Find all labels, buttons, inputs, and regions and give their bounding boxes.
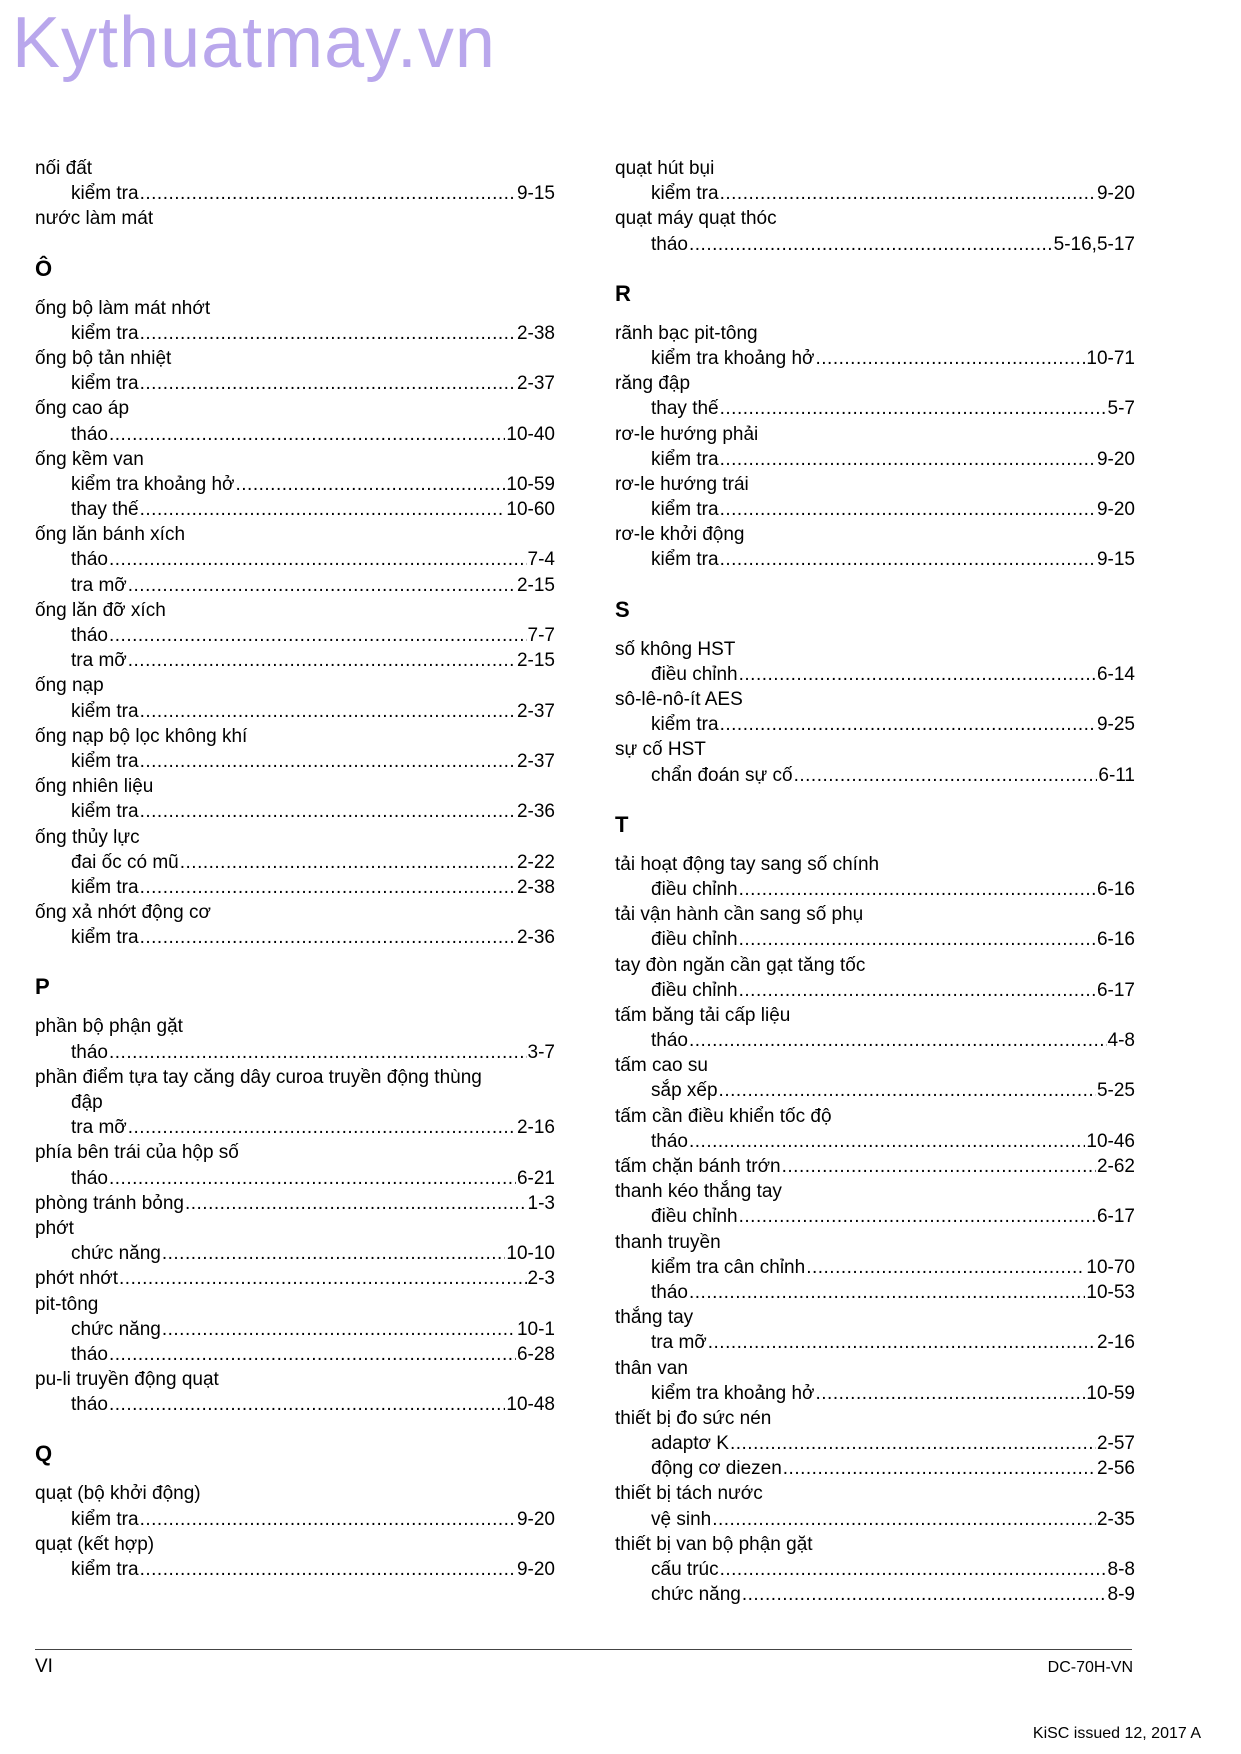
entry-label: điều chỉnh bbox=[651, 878, 738, 900]
index-entry: thân van bbox=[615, 1357, 688, 1379]
page-reference: 2-38 bbox=[516, 322, 555, 344]
page-reference: 5-7 bbox=[1107, 398, 1135, 420]
entry-label: phớt nhớt bbox=[35, 1268, 119, 1290]
index-subentry bbox=[35, 799, 555, 824]
entry-label: kiểm tra bbox=[71, 927, 139, 949]
leader-dots bbox=[128, 648, 516, 673]
page-reference: 2-15 bbox=[516, 574, 555, 596]
leader-dots bbox=[119, 1266, 527, 1291]
page-reference: 7-7 bbox=[527, 625, 555, 646]
leader-dots bbox=[140, 875, 516, 900]
section-letter: S bbox=[615, 596, 630, 622]
leader-dots bbox=[140, 749, 516, 774]
index-subentry bbox=[615, 232, 1135, 257]
entry-label: điều chỉnh bbox=[651, 929, 738, 951]
page-reference: 2-16 bbox=[516, 1117, 555, 1139]
leader-dots bbox=[689, 1028, 1107, 1053]
leader-dots bbox=[816, 1381, 1086, 1406]
leader-dots bbox=[720, 396, 1107, 421]
index-subentry bbox=[35, 925, 555, 950]
page-reference: 2-3 bbox=[527, 1268, 555, 1290]
entry-label: tra mỡ bbox=[71, 574, 127, 596]
page-reference: 2-36 bbox=[516, 801, 555, 823]
entry-label: tháo bbox=[651, 1130, 688, 1152]
index-subentry bbox=[615, 1078, 1135, 1103]
index-entry: phớt bbox=[35, 1217, 74, 1239]
entry-label: kiểm tra khoảng hở bbox=[651, 347, 815, 369]
index-subentry bbox=[615, 497, 1135, 522]
entry-label: tháo bbox=[71, 1343, 108, 1365]
leader-dots bbox=[742, 1582, 1107, 1607]
index-subentry bbox=[615, 547, 1135, 572]
entry-label: tháo bbox=[71, 423, 108, 445]
index-entry: rơ-le khởi động bbox=[615, 524, 745, 546]
entry-label: kiểm tra bbox=[651, 499, 719, 521]
index-subentry bbox=[615, 1431, 1135, 1456]
leader-dots bbox=[730, 1431, 1096, 1456]
leader-dots bbox=[782, 1154, 1096, 1179]
leader-dots bbox=[109, 1342, 516, 1367]
page-reference: 9-20 bbox=[1096, 448, 1135, 470]
index-entry: thắng tay bbox=[615, 1307, 694, 1329]
index-entry: pit-tông bbox=[35, 1293, 99, 1315]
index-subentry bbox=[35, 1557, 555, 1582]
index-entry: ống lăn đỡ xích bbox=[35, 599, 166, 621]
index-entry: pu-li truyền động quạt bbox=[35, 1369, 219, 1391]
page-reference: 10-59 bbox=[1086, 1382, 1135, 1404]
page-reference: 6-17 bbox=[1096, 979, 1135, 1001]
index-column-right bbox=[615, 156, 1135, 1607]
index-subentry bbox=[615, 877, 1135, 902]
entry-label: kiểm tra bbox=[651, 549, 719, 571]
index-subentry bbox=[615, 346, 1135, 371]
page-reference: 9-25 bbox=[1096, 714, 1135, 736]
leader-dots bbox=[708, 1330, 1096, 1355]
index-entry: tay đòn ngăn cần gạt tăng tốc bbox=[615, 954, 866, 976]
entry-label: kiểm tra khoảng hở bbox=[651, 1382, 815, 1404]
index-entry: ống kềm van bbox=[35, 448, 144, 470]
watermark-logo: Kythuatmay.vn bbox=[12, 3, 496, 83]
index-entry bbox=[615, 1154, 1135, 1179]
index-entry: ống nạp bộ lọc không khí bbox=[35, 725, 248, 747]
leader-dots bbox=[128, 573, 516, 598]
leader-dots bbox=[739, 978, 1096, 1003]
entry-label: phòng tránh bỏng bbox=[35, 1192, 184, 1214]
entry-label: điều chỉnh bbox=[651, 1206, 738, 1228]
index-entry: nối đất bbox=[35, 158, 93, 179]
leader-dots bbox=[140, 699, 516, 724]
page-reference: 2-38 bbox=[516, 876, 555, 898]
entry-label: tháo bbox=[71, 1041, 108, 1063]
entry-label: điều chỉnh bbox=[651, 663, 738, 685]
section-letter: Ô bbox=[35, 255, 53, 281]
index-entry: ống cao áp bbox=[35, 398, 130, 420]
page-reference: 10-1 bbox=[516, 1318, 555, 1340]
index-entry: tấm băng tải cấp liệu bbox=[615, 1004, 791, 1026]
entry-label: chẩn đoán sự cố bbox=[651, 764, 793, 786]
entry-label: tháo bbox=[71, 1167, 108, 1189]
index-entry: phía bên trái của hộp số bbox=[35, 1142, 239, 1164]
page-reference: 10-53 bbox=[1086, 1281, 1135, 1303]
leader-dots bbox=[140, 925, 516, 950]
index-subentry bbox=[35, 648, 555, 673]
index-entry: quạt hút bụi bbox=[615, 158, 715, 179]
page-reference: 8-8 bbox=[1107, 1559, 1135, 1580]
leader-dots bbox=[720, 497, 1096, 522]
leader-dots bbox=[236, 472, 506, 497]
index-entry: thiết bị đo sức nén bbox=[615, 1407, 772, 1429]
index-subentry bbox=[615, 1255, 1135, 1280]
index-entry: phần bộ phận gặt bbox=[35, 1016, 183, 1038]
index-entry: tải hoạt động tay sang số chính bbox=[615, 853, 880, 875]
index-subentry bbox=[615, 1280, 1135, 1305]
leader-dots bbox=[816, 346, 1086, 371]
index-subentry bbox=[35, 699, 555, 724]
page-number: VI bbox=[35, 1656, 53, 1677]
index-entry bbox=[35, 1266, 555, 1291]
page-reference: 6-16 bbox=[1096, 929, 1135, 951]
index-subentry bbox=[35, 1115, 555, 1140]
entry-label: tháo bbox=[71, 625, 108, 646]
section-letter: R bbox=[615, 280, 631, 306]
leader-dots bbox=[719, 1078, 1096, 1103]
index-entry: tải vận hành cần sang số phụ bbox=[615, 904, 864, 926]
index-entry: ống nhiên liệu bbox=[35, 776, 154, 798]
leader-dots bbox=[109, 623, 527, 648]
index-entry: ống thủy lực bbox=[35, 826, 140, 848]
index-subentry bbox=[615, 396, 1135, 421]
index-subentry bbox=[615, 447, 1135, 472]
entry-label: tháo bbox=[71, 1394, 108, 1416]
page-reference: 2-37 bbox=[516, 750, 555, 772]
leader-dots bbox=[128, 1115, 516, 1140]
entry-label: động cơ diezen bbox=[651, 1458, 782, 1480]
index-entry: tấm cao su bbox=[615, 1055, 708, 1077]
entry-label: kiểm tra bbox=[651, 183, 719, 205]
page-reference: 2-56 bbox=[1096, 1458, 1135, 1480]
entry-label: tra mỡ bbox=[651, 1332, 707, 1354]
entry-label: sắp xếp bbox=[651, 1080, 718, 1102]
index-entry: thiết bị tách nước bbox=[615, 1483, 763, 1505]
page-reference: 9-20 bbox=[516, 1508, 555, 1530]
page-reference: 2-37 bbox=[516, 700, 555, 722]
index-entry: sô-lê-nô-ít AES bbox=[615, 689, 743, 710]
leader-dots bbox=[109, 422, 505, 447]
index-subentry bbox=[615, 1129, 1135, 1154]
leader-dots bbox=[739, 662, 1096, 687]
entry-label: kiểm tra bbox=[71, 1508, 139, 1530]
leader-dots bbox=[794, 763, 1098, 788]
page-reference: 2-15 bbox=[516, 650, 555, 672]
page-reference: 9-15 bbox=[1096, 549, 1135, 571]
leader-dots bbox=[720, 547, 1096, 572]
index-subentry bbox=[615, 1381, 1135, 1406]
index-subentry bbox=[35, 422, 555, 447]
page-reference: 6-28 bbox=[516, 1343, 555, 1365]
page-reference: 2-37 bbox=[516, 373, 555, 395]
entry-label: tháo bbox=[651, 1030, 688, 1052]
entry-label: tra mỡ bbox=[71, 650, 127, 672]
entry-label: cấu trúc bbox=[651, 1559, 719, 1580]
section-letter: T bbox=[615, 811, 629, 837]
leader-dots bbox=[140, 321, 516, 346]
page-reference: 2-57 bbox=[1096, 1433, 1135, 1455]
index-subentry bbox=[615, 181, 1135, 206]
entry-label: tháo bbox=[651, 233, 688, 255]
leader-dots bbox=[185, 1191, 527, 1216]
page-reference: 8-9 bbox=[1107, 1584, 1135, 1606]
index-subentry bbox=[615, 1456, 1135, 1481]
index-entry: rơ-le hướng trái bbox=[615, 473, 749, 495]
index-subentry bbox=[35, 1392, 555, 1417]
leader-dots bbox=[712, 1507, 1096, 1532]
page-reference: 6-16 bbox=[1096, 878, 1135, 900]
index-subentry bbox=[35, 497, 555, 522]
index-subentry bbox=[35, 547, 555, 572]
entry-label: thay thế bbox=[651, 398, 719, 420]
index-entry: sự cố HST bbox=[615, 739, 706, 761]
section-letter: Q bbox=[35, 1441, 53, 1467]
index-subentry bbox=[615, 978, 1135, 1003]
index-subentry bbox=[35, 371, 555, 396]
page-reference: 2-35 bbox=[1096, 1508, 1135, 1530]
index-subentry bbox=[615, 1557, 1135, 1582]
index-entry: thanh truyền bbox=[615, 1231, 721, 1253]
index-entry: phần điểm tựa tay căng dây curoa truyền động thùng bbox=[35, 1066, 482, 1088]
leader-dots bbox=[162, 1317, 516, 1342]
section-letter: P bbox=[35, 974, 50, 1000]
index-subentry bbox=[35, 573, 555, 598]
leader-dots bbox=[689, 1129, 1085, 1154]
entry-label: tấm chặn bánh trớn bbox=[615, 1156, 781, 1177]
index-subentry bbox=[35, 321, 555, 346]
leader-dots bbox=[109, 1166, 516, 1191]
entry-label: kiểm tra bbox=[651, 714, 719, 736]
index-entry: nước làm mát bbox=[35, 208, 154, 230]
index-subentry bbox=[35, 1342, 555, 1367]
leader-dots bbox=[739, 1204, 1096, 1229]
page-reference: 2-62 bbox=[1096, 1156, 1135, 1177]
leader-dots bbox=[720, 1557, 1107, 1582]
index-subentry bbox=[35, 1040, 555, 1065]
index-subentry bbox=[615, 1204, 1135, 1229]
entry-label: thay thế bbox=[71, 499, 139, 521]
index-entry: ống lăn bánh xích bbox=[35, 524, 186, 546]
index-subentry bbox=[615, 1582, 1135, 1607]
entry-label: kiểm tra bbox=[71, 801, 139, 823]
leader-dots bbox=[140, 497, 506, 522]
leader-dots bbox=[140, 799, 516, 824]
index-subentry bbox=[35, 472, 555, 497]
page-reference: 9-20 bbox=[1096, 499, 1135, 521]
index-subentry bbox=[615, 763, 1135, 788]
page-reference: 7-4 bbox=[527, 549, 555, 571]
leader-dots bbox=[140, 371, 516, 396]
entry-label: đai ốc có mũ bbox=[71, 851, 179, 873]
index-entry: quạt (kết hợp) bbox=[35, 1533, 155, 1555]
entry-label: tháo bbox=[71, 549, 108, 571]
page-reference: 6-11 bbox=[1098, 764, 1135, 786]
page-reference: 10-48 bbox=[506, 1394, 555, 1416]
page-reference: 10-59 bbox=[506, 473, 555, 495]
entry-label: điều chỉnh bbox=[651, 979, 738, 1001]
index-entry: thanh kéo thắng tay bbox=[615, 1181, 782, 1203]
index-subentry bbox=[35, 850, 555, 875]
leader-dots bbox=[689, 1280, 1085, 1305]
index-subentry bbox=[615, 1028, 1135, 1053]
leader-dots bbox=[783, 1456, 1096, 1481]
leader-dots bbox=[739, 877, 1096, 902]
leader-dots bbox=[140, 1557, 516, 1582]
document-code: DC-70H-VN bbox=[1047, 1659, 1133, 1676]
entry-label: kiểm tra cân chỉnh bbox=[651, 1256, 806, 1278]
entry-label: chức năng bbox=[71, 1243, 161, 1265]
entry-label: chức năng bbox=[651, 1584, 741, 1606]
index-subentry bbox=[615, 1507, 1135, 1532]
index-entry: ống nạp bbox=[35, 675, 104, 697]
leader-dots bbox=[739, 927, 1096, 952]
index-entry: rơ-le hướng phải bbox=[615, 423, 759, 445]
page-reference: 5-16,5-17 bbox=[1053, 233, 1135, 255]
page-reference: 10-46 bbox=[1086, 1130, 1135, 1152]
entry-label: kiểm tra bbox=[71, 373, 139, 395]
leader-dots bbox=[109, 547, 527, 572]
index-entry: quạt (bộ khởi động) bbox=[35, 1483, 201, 1505]
entry-label: kiểm tra khoảng hở bbox=[71, 473, 235, 495]
entry-label: vệ sinh bbox=[651, 1508, 712, 1530]
index-entry: răng đập bbox=[615, 373, 691, 395]
leader-dots bbox=[109, 1040, 527, 1065]
leader-dots bbox=[720, 712, 1096, 737]
index-subentry bbox=[35, 875, 555, 900]
page-reference: 6-14 bbox=[1096, 663, 1135, 685]
index-subentry bbox=[35, 1507, 555, 1532]
footer-divider bbox=[35, 1649, 1132, 1650]
page-reference: 10-70 bbox=[1086, 1256, 1135, 1278]
index-subentry bbox=[35, 1166, 555, 1191]
issue-label: KiSC issued 12, 2017 A bbox=[1032, 1725, 1201, 1742]
page-reference: 6-21 bbox=[516, 1167, 555, 1189]
leader-dots bbox=[806, 1255, 1085, 1280]
index-entry: rãnh bạc pit-tông bbox=[615, 322, 758, 344]
leader-dots bbox=[180, 850, 516, 875]
entry-label: kiểm tra bbox=[71, 876, 139, 898]
index-subentry bbox=[35, 749, 555, 774]
page-reference: 10-40 bbox=[506, 423, 555, 445]
entry-label: tra mỡ bbox=[71, 1117, 127, 1139]
entry-label: adaptơ K bbox=[651, 1433, 729, 1455]
index-entry: quạt máy quạt thóc bbox=[615, 208, 777, 230]
entry-label: kiểm tra bbox=[71, 183, 139, 205]
index-entry bbox=[35, 1191, 555, 1216]
entry-label: kiểm tra bbox=[651, 448, 719, 470]
leader-dots bbox=[720, 447, 1096, 472]
leader-dots bbox=[720, 181, 1096, 206]
entry-label: kiểm tra bbox=[71, 322, 139, 344]
index-entry: tấm cần điều khiển tốc độ bbox=[615, 1105, 832, 1127]
index-entry: số không HST bbox=[615, 638, 736, 660]
leader-dots bbox=[689, 232, 1053, 257]
index-subentry bbox=[35, 623, 555, 648]
index-subentry bbox=[615, 1330, 1135, 1355]
page-reference: 5-25 bbox=[1096, 1080, 1135, 1102]
index-entry: ống bộ tản nhiệt bbox=[35, 347, 172, 369]
index-subentry bbox=[35, 1317, 555, 1342]
page-reference: 9-20 bbox=[1096, 183, 1135, 205]
page-reference: 10-71 bbox=[1086, 347, 1135, 369]
entry-label: chức năng bbox=[71, 1318, 161, 1340]
page-reference: 2-22 bbox=[516, 851, 555, 873]
page-reference: 10-60 bbox=[506, 499, 555, 521]
page-reference: 3-7 bbox=[527, 1041, 555, 1063]
entry-label: kiểm tra bbox=[71, 750, 139, 772]
index-subentry bbox=[615, 712, 1135, 737]
entry-label: kiểm tra bbox=[71, 700, 139, 722]
entry-label: tháo bbox=[651, 1281, 688, 1303]
page-reference: 9-20 bbox=[516, 1559, 555, 1580]
index-entry: thiết bị van bộ phận gặt bbox=[615, 1533, 813, 1555]
page-reference: 9-15 bbox=[516, 183, 555, 205]
page-reference: 2-16 bbox=[1096, 1332, 1135, 1354]
index-subentry bbox=[615, 927, 1135, 952]
entry-label: kiểm tra bbox=[71, 1559, 139, 1580]
page-reference: 6-17 bbox=[1096, 1206, 1135, 1228]
index-column-left bbox=[35, 156, 555, 1582]
page-reference: 4-8 bbox=[1107, 1030, 1135, 1052]
index-entry: ống bộ làm mát nhớt bbox=[35, 297, 211, 319]
leader-dots bbox=[109, 1392, 505, 1417]
index-subentry bbox=[35, 1241, 555, 1266]
page-reference: 10-10 bbox=[506, 1243, 555, 1265]
index-subentry bbox=[35, 181, 555, 206]
index-entry-continuation: đập bbox=[71, 1092, 103, 1113]
index-entry: ống xả nhớt động cơ bbox=[35, 902, 211, 924]
page-reference: 1-3 bbox=[527, 1192, 555, 1214]
leader-dots bbox=[140, 1507, 516, 1532]
index-subentry bbox=[615, 662, 1135, 687]
leader-dots bbox=[140, 181, 516, 206]
leader-dots bbox=[162, 1241, 506, 1266]
page-reference: 2-36 bbox=[516, 927, 555, 949]
